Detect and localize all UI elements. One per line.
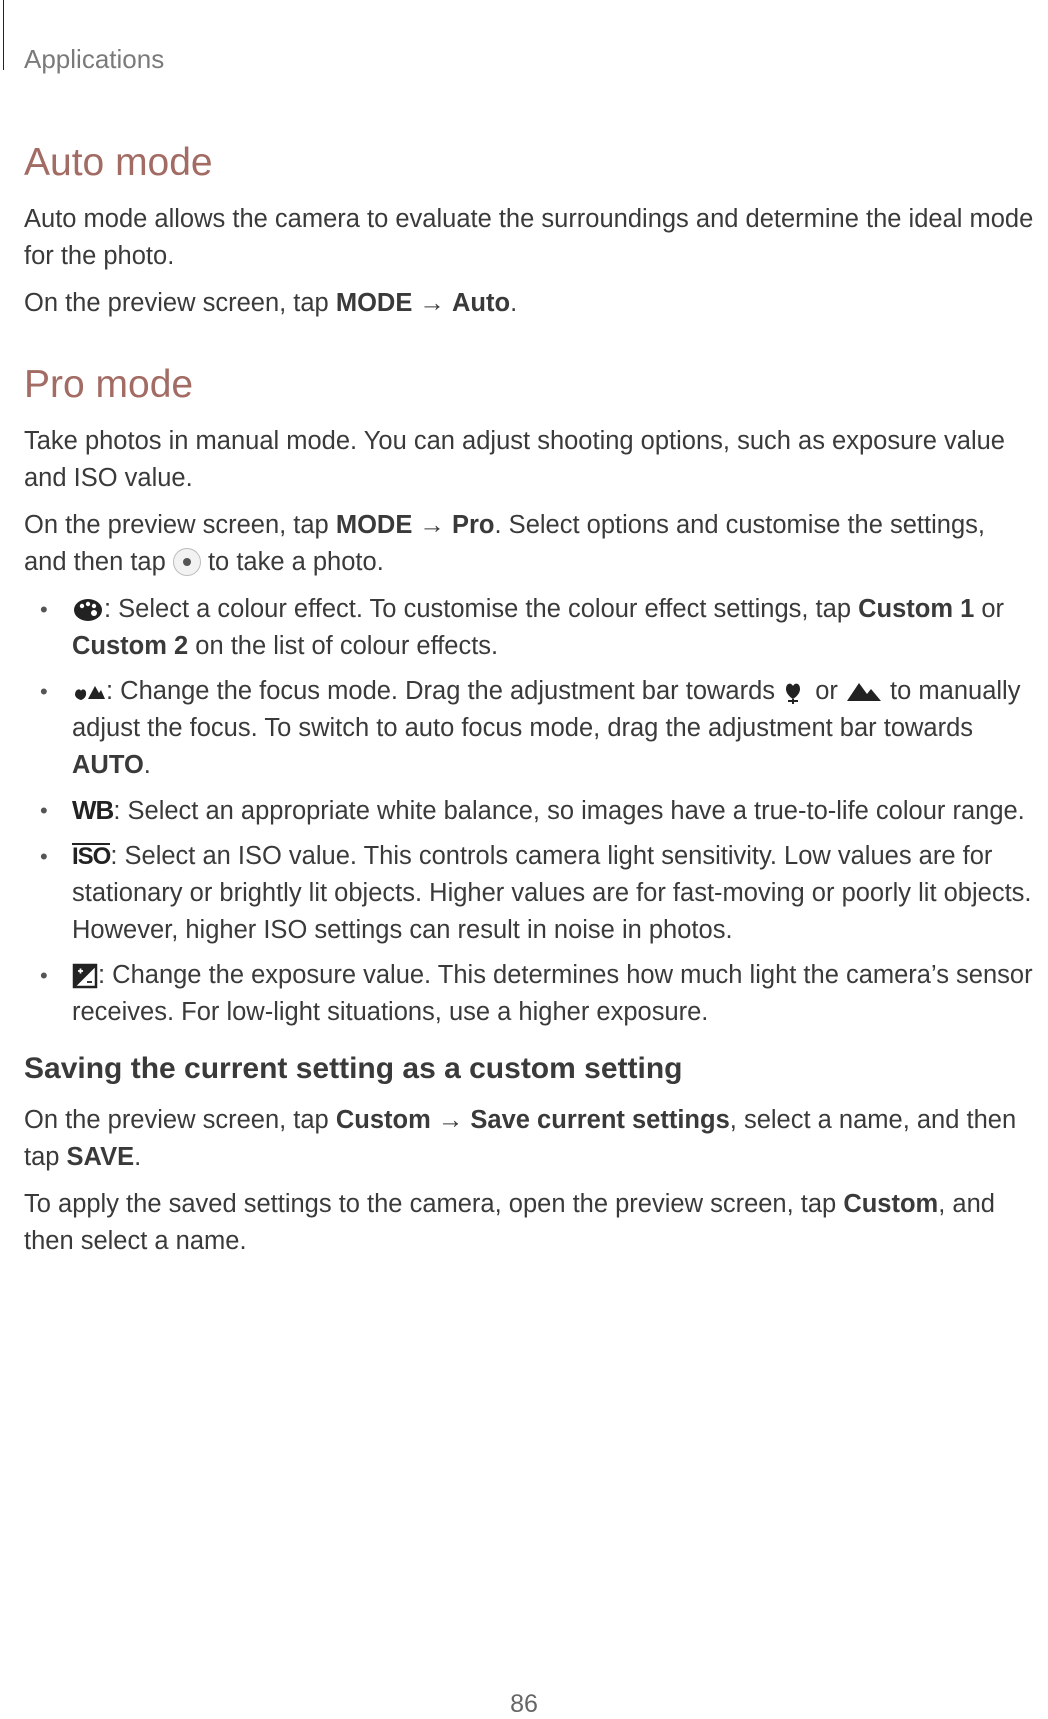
pro-mode-step (24, 507, 1034, 581)
auto-mode-heading: Auto mode (24, 141, 213, 184)
list-item-iso (24, 838, 1034, 949)
corner-rule (3, 0, 4, 70)
custom-2-label: Custom 2 (72, 631, 189, 660)
bullet-dot: • (40, 678, 48, 704)
text-run: , select a name, and then tap (24, 1105, 1017, 1171)
text-run: to manually adjust the focus. To switch to auto focus mode, drag the adjustment bar towards (72, 676, 1021, 742)
text-run: . (134, 1142, 142, 1171)
text-run: , and then select a name. (24, 1189, 995, 1255)
text-run: : Change the focus mode. Drag the adjustment bar towards (106, 676, 783, 705)
auto-label: Auto (452, 288, 511, 317)
palette-icon (72, 597, 104, 623)
auto-mode-description: Auto mode allows the camera to evaluate the surroundings and determine the ideal mode for the photo. (24, 204, 1034, 270)
bullet-dot: • (40, 797, 48, 823)
text-run: or (974, 594, 1005, 623)
text-run: . (143, 750, 151, 779)
auto-mode-step (24, 285, 1034, 322)
auto-focus-label: AUTO (72, 750, 144, 779)
iso-icon: ISO (72, 842, 111, 870)
custom-label: Custom (335, 1105, 431, 1134)
list-item-exposure (24, 957, 1034, 1031)
arrow: → (430, 1105, 471, 1134)
text-run: On the preview screen, tap (24, 288, 336, 317)
page-content (24, 140, 1034, 1260)
text-run: : Select an appropriate white balance, so images have a true-to-life colour range. (113, 796, 1025, 825)
macro-flower-icon (782, 679, 808, 705)
custom-1-label: Custom 1 (858, 594, 975, 623)
text-run: on the list of colour effects. (188, 631, 499, 660)
bullet-dot: • (40, 596, 48, 622)
text-run: to take a photo. (200, 547, 384, 576)
pro-mode-description: Take photos in manual mode. You can adjust shooting options, such as exposure value and ISO value. (24, 426, 1005, 492)
pro-mode-heading: Pro mode (24, 362, 194, 406)
text-run: . (510, 288, 518, 317)
custom-setting-heading: Saving the current setting as a custom setting (24, 1051, 683, 1085)
text-run: . Select options and customise the settings, and then tap (24, 510, 985, 576)
mode-label: MODE (335, 288, 413, 317)
arrow: → (412, 510, 452, 539)
focus-mode-icon (72, 679, 106, 705)
list-item-focus-mode (24, 673, 1034, 784)
pro-label: Pro (452, 510, 495, 539)
landscape-mountain-icon (845, 679, 883, 705)
exposure-icon (72, 963, 98, 989)
text-run: : Select a colour effect. To customise the colour effect settings, tap (104, 594, 859, 623)
text-run: : Change the exposure value. This determines how much light the camera’s sensor receives. For low-light situations, use a higher exposure. (72, 960, 1033, 1026)
mode-label: MODE (335, 510, 413, 539)
bullet-dot: • (40, 843, 48, 869)
bullet-dot: • (40, 962, 48, 988)
section-label: Applications (24, 44, 165, 74)
text-run: : Select an ISO value. This controls camera light sensitivity. Low values are for stationary or brightly lit objects. Higher values are for fast-moving or poorly lit objects. However, higher ISO settings can result in noise in photos. (72, 841, 1032, 944)
camera-shutter-icon (173, 548, 201, 576)
arrow: → (412, 288, 452, 317)
save-current-settings-label: Save current settings (470, 1105, 730, 1134)
white-balance-icon: WB (72, 794, 114, 825)
text-run: or (808, 676, 845, 705)
text-run: On the preview screen, tap (24, 1105, 336, 1134)
text-run: To apply the saved settings to the camera, open the preview screen, tap (24, 1189, 844, 1218)
list-item-white-balance (24, 792, 1034, 830)
custom-label: Custom (843, 1189, 939, 1218)
pro-mode-options-list (24, 591, 1034, 1031)
custom-setting-step-2 (24, 1186, 1034, 1260)
save-label: SAVE (66, 1142, 135, 1171)
list-item-colour-effect (24, 591, 1034, 665)
custom-setting-step-1 (24, 1102, 1034, 1176)
page-number: 86 (510, 1690, 538, 1718)
text-run: On the preview screen, tap (24, 510, 336, 539)
